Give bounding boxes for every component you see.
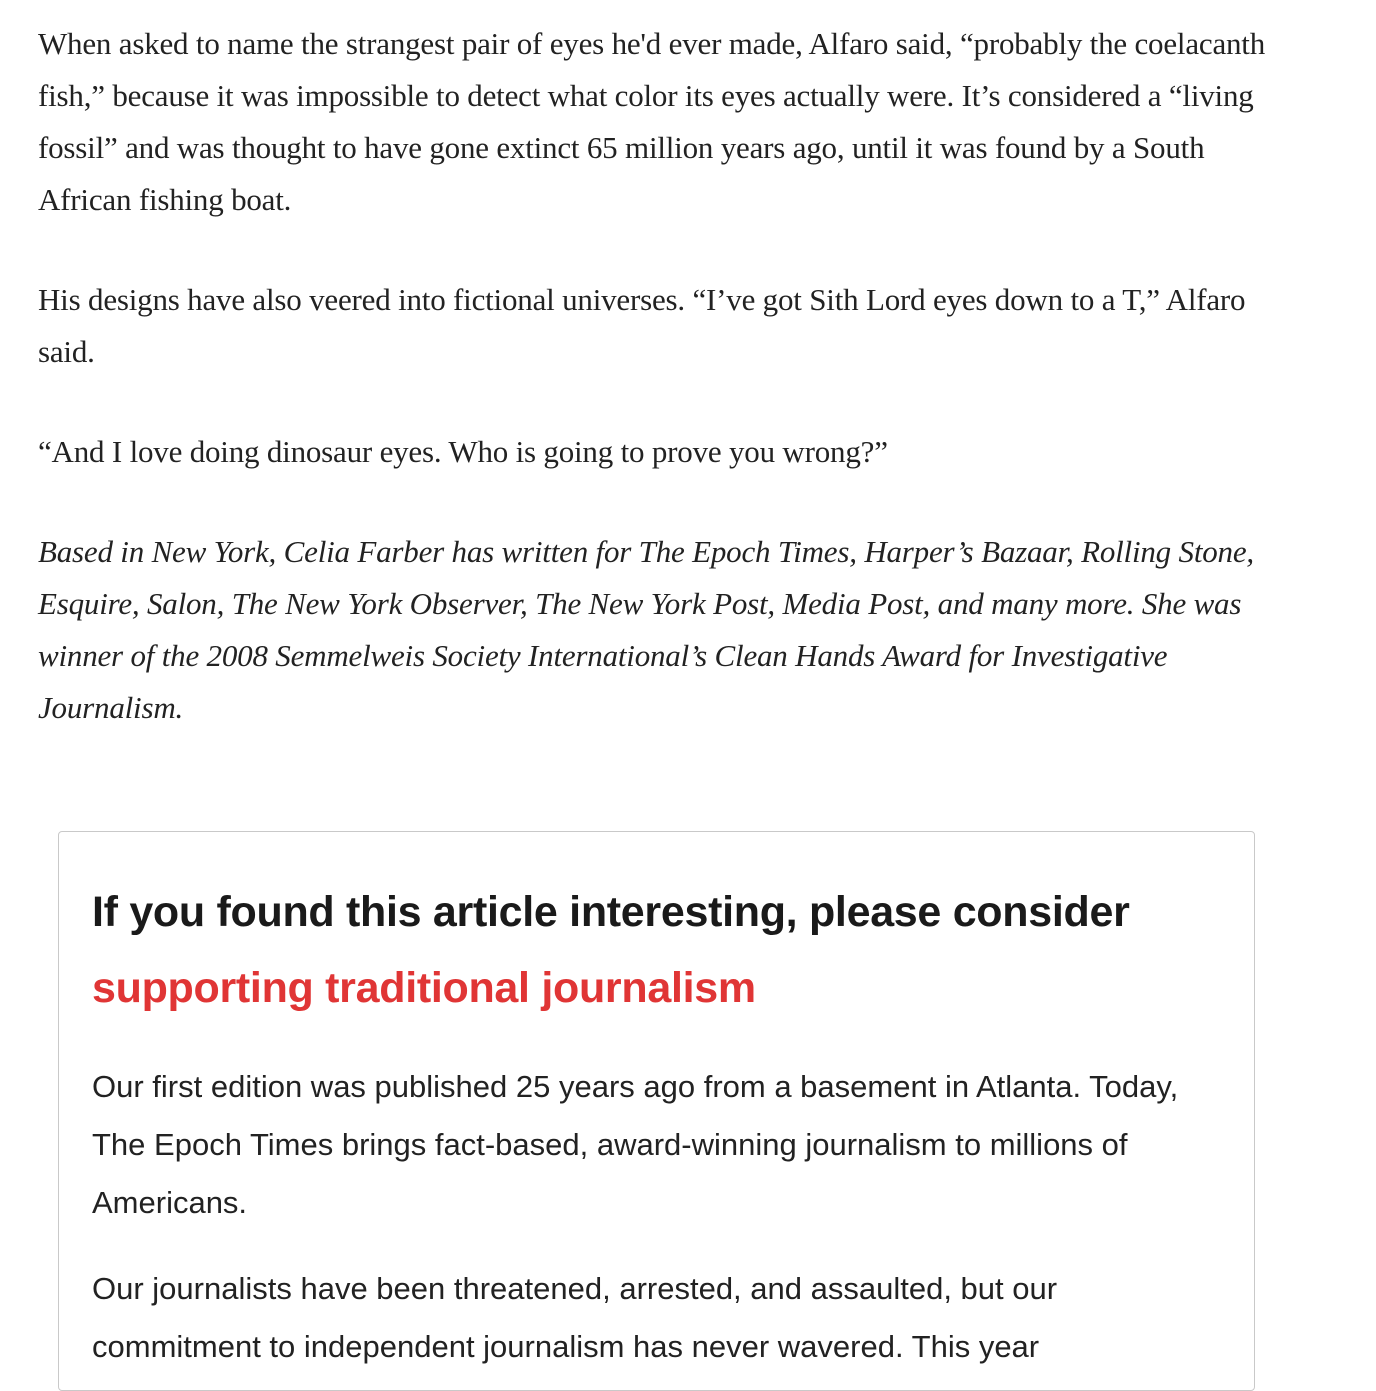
article-paragraph: “And I love doing dinosaur eyes. Who is going to prove you wrong?” [38, 434, 888, 469]
support-journalism-box [58, 831, 1255, 1391]
support-paragraph: Our journalists have been threatened, arrested, and assaulted, but our commitment to independent journalism has never wavered. This year [92, 1271, 1058, 1364]
article-paragraph: When asked to name the strangest pair of eyes he'd ever made, Alfaro said, “probably the coelacanth fish,” because it was impossible to detect what color its eyes actually were. It’s considered a “living fossil” and was thought to have gone extinct 65 million years ago, until it was found by a South African fishing boat. [38, 26, 1266, 217]
support-body [92, 1058, 1221, 1376]
support-heading-text: If you found this article interesting, please consider [92, 888, 1130, 936]
author-bio: Based in New York, Celia Farber has written for The Epoch Times, Harper’s Bazaar, Rolling Stone, Esquire, Salon, The New York Observer, The New York Post, Media Post, and many more. She was winner of the 2008 Semmelweis Society International’s Clean Hands Award for Investigative Journalism. [38, 534, 1254, 725]
support-heading [92, 874, 1221, 1026]
article-paragraph: His designs have also veered into fictional universes. “I’ve got Sith Lord eyes down to a T,” Alfaro said. [38, 282, 1246, 369]
support-paragraph: Our first edition was published 25 years ago from a basement in Atlanta. Today, The Epoch Times brings fact-based, award-winning journalism to millions of Americans. [92, 1069, 1179, 1220]
article-body [38, 18, 1268, 782]
support-heading-accent-link[interactable]: supporting traditional journalism [92, 964, 756, 1012]
